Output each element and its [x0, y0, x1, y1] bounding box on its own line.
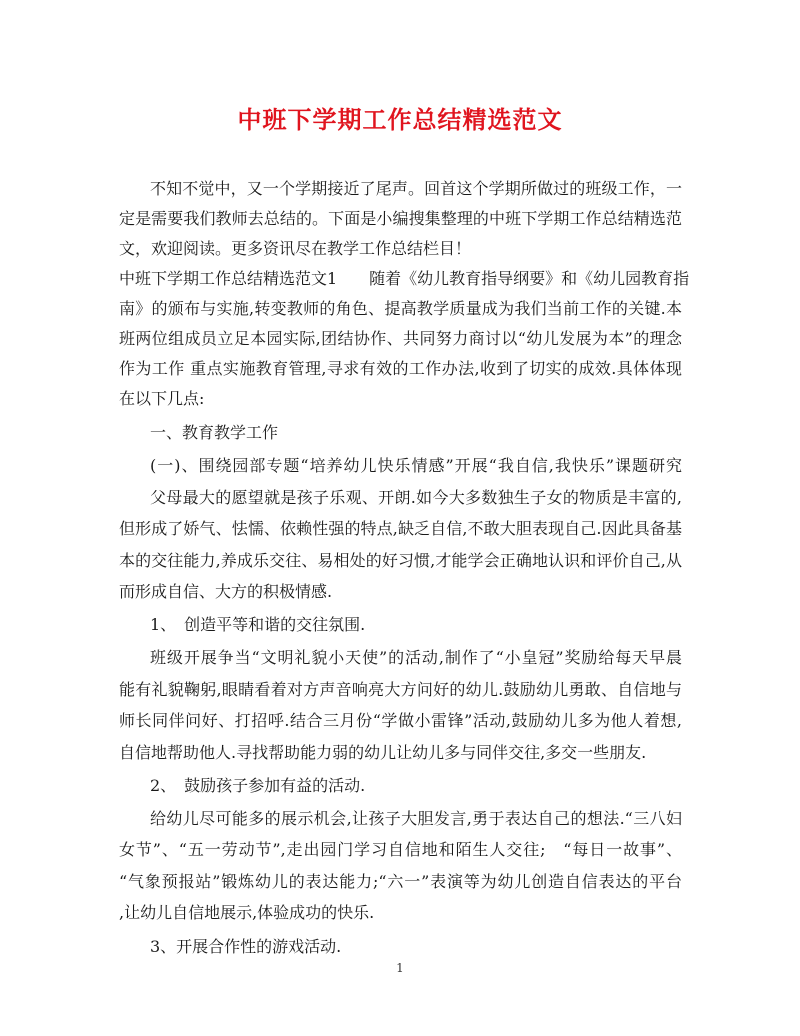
paragraph-line: 南》的颁布与实施,转变教师的角色、提高教学质量成为我们当前工作的关键.本 [119, 299, 682, 318]
paragraph-line: 文，欢迎阅读。更多资讯尽在教学工作总结栏目！ [119, 239, 472, 258]
paragraph-line: ,让幼儿自信地展示,体验成功的快乐. [119, 903, 375, 922]
paragraph-line: 父母最大的愿望就是孩子乐观、开朗.如今大多数独生子女的物质是丰富的, [150, 488, 682, 507]
paragraph-line: 而形成自信、大方的积极情感. [119, 582, 333, 601]
paragraph-line: 自信地帮助他人.寻找帮助能力弱的幼儿让幼儿多与同伴交往,多交一些朋友. [119, 743, 647, 762]
paragraph-line: 班两位组成员立足本园实际,团结协作、共同努力商讨以“幼儿发展为本”的理念 [119, 329, 682, 348]
document-title: 中班下学期工作总结精选范文 [237, 105, 563, 134]
paragraph-line: 作为工作 重点实施教育管理,寻求有效的工作办法,收到了切实的成效.具体体现 [119, 359, 682, 378]
paragraph-line: 能有礼貌鞠躬,眼睛看着对方声音响亮大方问好的幼儿.鼓励幼儿勇敢、自信地与 [119, 680, 682, 699]
section-heading: 一、教育教学工作 [150, 423, 279, 442]
paragraph-line: 不知不觉中，又一个学期接近了尾声。回首这个学期所做过的班级工作，一 [150, 179, 682, 198]
paragraph-line: 师长同伴问好、打招呼.结合三月份“学做小雷锋”活动,鼓励幼儿多为他人着想, [119, 711, 682, 730]
paragraph-line: 定是需要我们教师去总结的。下面是小编搜集整理的中班下学期工作总结精选范 [119, 209, 682, 228]
list-item-heading: 1、 创造平等和谐的交往氛围. [150, 615, 366, 634]
paragraph-line: 中班下学期工作总结精选范文1 随着《幼儿教育指导纲要》和《幼儿园教育指 [119, 269, 690, 288]
paragraph-line: “气象预报站”锻炼幼儿的表达能力;“六一”表演等为幼儿创造自信表达的平台 [119, 872, 682, 891]
subsection-heading: (一)、围绕园部专题“培养幼儿快乐情感”开展“我自信,我快乐”课题研究 [150, 456, 682, 475]
paragraph-line: 本的交往能力,养成乐交往、易相处的好习惯,才能学会正确地认识和评价自己,从 [119, 551, 682, 570]
paragraph-line: 但形成了娇气、怯懦、依赖性强的特点,缺乏自信,不敢大胆表现自己.因此具备基 [119, 519, 682, 538]
paragraph-line: 班级开展争当“文明礼貌小天使”的活动,制作了“小皇冠”奖励给每天早晨 [150, 648, 682, 667]
paragraph-line: 给幼儿尽可能多的展示机会,让孩子大胆发言,勇于表达自己的想法.“三八妇 [150, 809, 682, 828]
page-number: 1 [396, 961, 404, 975]
list-item-heading: 3、开展合作性的游戏活动. [150, 937, 342, 956]
list-item-heading: 2、 鼓励孩子参加有益的活动. [150, 776, 366, 795]
paragraph-line: 在以下几点: [119, 389, 205, 408]
paragraph-line: 女节”、“五一劳动节”,走出园门学习自信地和陌生人交往; “每日一故事”、 [119, 840, 682, 859]
